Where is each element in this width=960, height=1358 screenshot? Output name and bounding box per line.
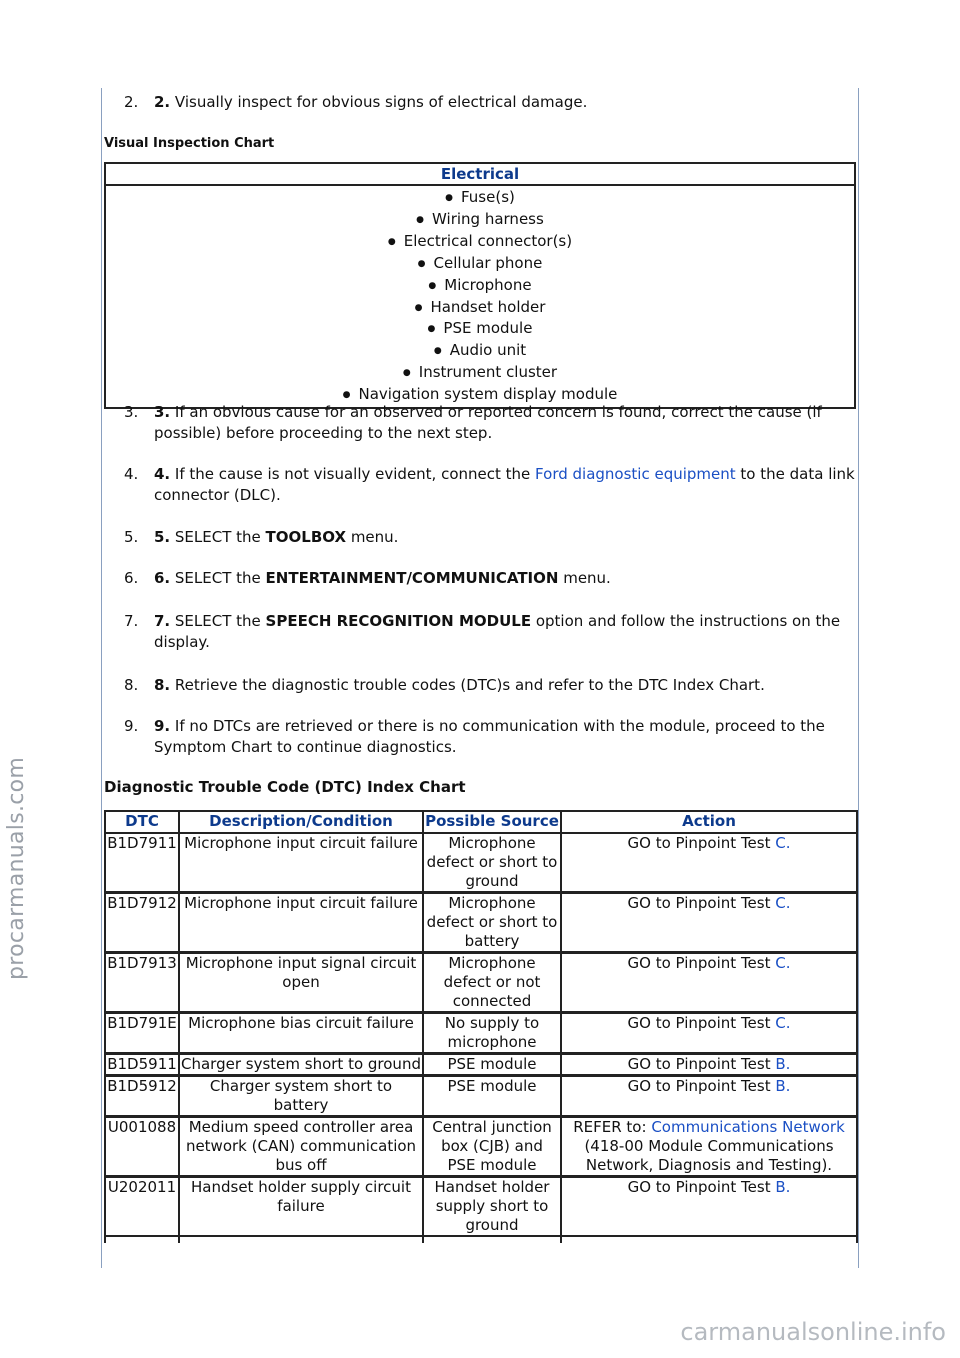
table-row [105, 1013, 857, 1054]
dtc-action: GO to Pinpoint Test B. [561, 1177, 857, 1237]
dtc-action: GO to Pinpoint Test C. [561, 953, 857, 1013]
column-header-possible-source: Possible Source [423, 811, 561, 833]
dtc-description: Microphone bias circuit failure [179, 1013, 423, 1054]
dtc-source: Microphone defect or short to ground [423, 833, 561, 893]
dtc-description: Microphone input circuit failure [179, 893, 423, 953]
dtc-description: Charger system short to battery [179, 1076, 423, 1117]
dtc-action: GO to Pinpoint Test C. [561, 893, 857, 953]
step-bold-number: 3. [154, 403, 171, 421]
step-text: If an obvious cause for an observed or reported concern is found, correct the cause (if possible) before proceeding to the next step. [154, 403, 822, 442]
table-row [105, 1076, 857, 1117]
step-text: If no DTCs are retrieved or there is no communication with the module, proceed to the Symptom Chart to continue diagnostics. [154, 717, 825, 756]
dtc-description: Microphone input signal circuit open [179, 953, 423, 1013]
dtc-code: B1D7913 [105, 953, 179, 1013]
table-header-row [105, 811, 857, 833]
pinpoint-test-link[interactable]: B. [775, 1077, 791, 1095]
step-number: 9. [124, 717, 139, 735]
dtc-action: GO to Pinpoint Test B. [561, 1076, 857, 1117]
menu-name: ENTERTAINMENT/COMMUNICATION [265, 569, 559, 587]
ford-diagnostic-equipment-link[interactable]: Ford diagnostic equipment [535, 465, 736, 483]
list-item: ● Audio unit [433, 341, 527, 360]
step-number: 3. [124, 403, 139, 421]
dtc-source: PSE module [423, 1076, 561, 1117]
dtc-code: U001088 [105, 1117, 179, 1177]
pinpoint-test-link[interactable]: C. [775, 954, 791, 972]
bullet-icon: ● [414, 302, 423, 313]
bullet-icon: ● [417, 258, 426, 269]
dtc-action: GO to Pinpoint Test B. [561, 1054, 857, 1076]
dtc-description: Handset holder supply circuit failure [179, 1177, 423, 1237]
step-bold-number: 9. [154, 717, 171, 735]
bullet-icon: ● [428, 280, 437, 291]
dtc-code: U202011 [105, 1177, 179, 1237]
step-bold-number: 5. [154, 528, 171, 546]
dtc-description: Microphone input circuit failure [179, 833, 423, 893]
list-item: ● Instrument cluster [402, 363, 558, 382]
dtc-index-table [104, 810, 858, 1243]
column-header-dtc: DTC [105, 811, 179, 833]
dtc-action: GO to Pinpoint Test C. [561, 833, 857, 893]
pinpoint-test-link[interactable]: B. [775, 1055, 791, 1073]
table-row-continuation [105, 1236, 857, 1243]
bullet-icon: ● [387, 236, 396, 247]
menu-name: TOOLBOX [265, 528, 347, 546]
side-watermark: procarmanuals.com [4, 756, 29, 980]
step-text: to the data link connector (DLC). [154, 465, 855, 504]
list-item: ● Microphone [428, 275, 532, 294]
bullet-icon: ● [433, 346, 442, 357]
communications-network-link[interactable]: Communications Network [651, 1118, 845, 1136]
list-item: ● PSE module [427, 319, 533, 338]
dtc-source: Handset holder supply short to ground [423, 1177, 561, 1237]
table-row [105, 1117, 857, 1177]
list-item: ● Navigation system display module [342, 385, 618, 404]
pinpoint-test-link[interactable]: C. [775, 894, 791, 912]
bullet-icon: ● [416, 214, 425, 225]
step-bold-number: 8. [154, 676, 171, 694]
dtc-description: Medium speed controller area network (CAN) communication bus off [179, 1117, 423, 1177]
step-number: 4. [124, 465, 139, 483]
list-item: ● Handset holder [414, 297, 546, 316]
dtc-source: Central junction box (CJB) and PSE module [423, 1117, 561, 1177]
step-9 [104, 716, 856, 758]
dtc-source: No supply to microphone [423, 1013, 561, 1054]
column-header-description: Description/Condition [179, 811, 423, 833]
dtc-source: PSE module [423, 1054, 561, 1076]
dtc-description: Charger system short to ground [179, 1054, 423, 1076]
step-8 [104, 675, 856, 696]
step-bold-number: 2. [154, 93, 171, 111]
visual-inspection-title: Visual Inspection Chart [104, 136, 275, 151]
bullet-icon: ● [427, 324, 436, 335]
step-text: If the cause is not visually evident, connect the [170, 465, 536, 483]
pinpoint-test-link[interactable]: C. [775, 834, 791, 852]
dtc-source: Microphone defect or short to battery [423, 893, 561, 953]
step-bold-number: 7. [154, 612, 171, 630]
pinpoint-test-link[interactable]: B. [775, 1178, 791, 1196]
step-text: Visually inspect for obvious signs of electrical damage. [170, 93, 588, 111]
page-frame-right [858, 88, 859, 1268]
table-row [105, 1177, 857, 1237]
dtc-action: REFER to: Communications Network (418-00 Module Communications Network, Diagnosis and Testing). [561, 1117, 857, 1177]
dtc-source: Microphone defect or not connected [423, 953, 561, 1013]
dtc-code: B1D7912 [105, 893, 179, 953]
step-7: 7. 7. SELECT the SPEECH RECOGNITION MODULE option and follow the instructions on the display. [124, 612, 841, 651]
table-row [105, 953, 857, 1013]
list-item: ● Wiring harness [416, 209, 544, 228]
dtc-action: GO to Pinpoint Test C. [561, 1013, 857, 1054]
table-row [105, 1054, 857, 1076]
dtc-index-title: Diagnostic Trouble Code (DTC) Index Chart [104, 778, 466, 796]
option-name: SPEECH RECOGNITION MODULE [265, 612, 532, 630]
list-item: ● Electrical connector(s) [387, 231, 573, 250]
table-row [105, 893, 857, 953]
dtc-code: B1D5912 [105, 1076, 179, 1117]
chart-header-electrical: Electrical [106, 164, 854, 186]
step-bold-number: 4. [154, 465, 171, 483]
step-4 [104, 464, 856, 506]
step-number: 6. [124, 569, 139, 587]
step-number: 7. [124, 612, 139, 630]
step-number: 2. [124, 93, 139, 111]
dtc-code: B1D7911 [105, 833, 179, 893]
bullet-icon: ● [342, 390, 351, 401]
bullet-icon: ● [402, 368, 411, 379]
list-item: ● Cellular phone [417, 253, 543, 272]
step-2 [104, 92, 856, 113]
table-row [105, 833, 857, 893]
page-frame-left [101, 88, 102, 1268]
bottom-watermark: carmanualsonline.info [680, 1318, 946, 1346]
step-number: 8. [124, 676, 139, 694]
list-item: ● Fuse(s) [445, 188, 515, 206]
step-bold-number: 6. [154, 569, 171, 587]
bullet-icon: ● [445, 193, 453, 203]
column-header-action: Action [561, 811, 857, 833]
pinpoint-test-link[interactable]: C. [775, 1014, 791, 1032]
step-text: Retrieve the diagnostic trouble codes (DTC)s and refer to the DTC Index Chart. [170, 676, 765, 694]
visual-inspection-chart [104, 162, 856, 409]
step-6: 6. 6. SELECT the ENTERTAINMENT/COMMUNICATION menu. [124, 569, 611, 587]
dtc-code: B1D791E [105, 1013, 179, 1054]
step-3 [104, 402, 856, 444]
electrical-items-list [106, 186, 854, 407]
step-5: 5. 5. SELECT the TOOLBOX menu. [124, 528, 399, 546]
dtc-code: B1D5911 [105, 1054, 179, 1076]
step-number: 5. [124, 528, 139, 546]
